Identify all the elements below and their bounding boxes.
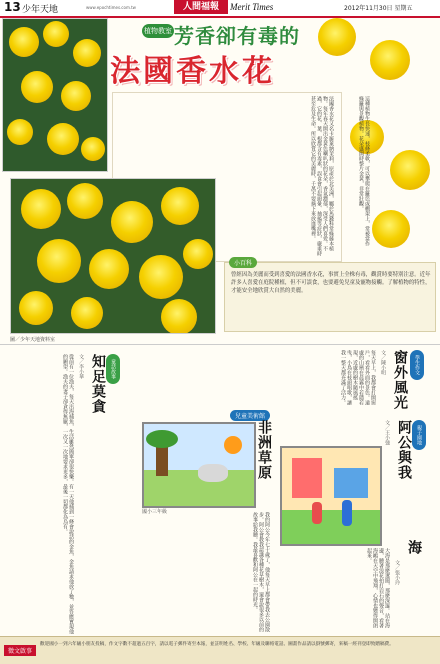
drawing-grandpa <box>280 446 382 546</box>
feature-title-line2: 法國香水花 <box>110 54 275 89</box>
drawing-title-africa: 非洲草原 <box>256 420 272 480</box>
sea-title: 海 <box>406 540 422 555</box>
sea-author: 文／張小玲 <box>394 560 400 585</box>
header-url: www.epochtimes.com.tw <box>86 5 136 10</box>
page-number: 13 <box>4 0 21 14</box>
page-footer <box>0 636 440 664</box>
essay-badge: 學生作文 <box>410 350 424 380</box>
decorative-flower <box>370 40 410 80</box>
essay-text: 每天早上，我都會打開窗戶，看看外面的景色。遠處的山巒在晨霧中若隱若現，近處的樹木隨風搖曳，小鳥在枝頭唱歌，讓我一整天都充滿了活力。 <box>340 350 376 405</box>
section-name: 少年天地 <box>22 5 59 15</box>
encyclopedia-text: 曾經因為美麗而受到喜愛的法國香水花，事實上全株有毒，觀賞時要特別注意。近年許多人喜愛在庭院種植，但不可誤食，也要避免兒童及寵物接觸。了解植物的特性，才能安全地欣賞大自然的美麗。 <box>231 272 431 294</box>
drawing-caption-africa: 國小三年級 <box>142 509 168 515</box>
feature-tag: 植物教室 <box>142 24 174 38</box>
family-badge: 親子園地 <box>412 420 426 450</box>
encyclopedia-label: 小百科 <box>229 257 257 268</box>
family-title: 阿公與我 <box>396 420 412 480</box>
family-text: 我的阿公今年七十歲了，他每天早上都會帶我去公園散步。阿公會教我認識各種花草樹木，還會說很多以前的故事給我聽。我最喜歡和阿公在一起的時光。 <box>252 512 270 632</box>
footer-tag: 徵文啟事 <box>4 645 36 656</box>
story-title: 知足莫貪 <box>90 354 106 414</box>
footer-text: 歡迎國小一到六年級小朋友投稿，作文字數不超過五百字，請以電子郵件寄至本報，並註明姓名、學校、年級及聯絡電話。圖畫作品請以掛號郵寄，來稿一經刊登即致贈稿費。 <box>40 642 394 647</box>
drawing-africa <box>142 422 256 508</box>
decorative-flower <box>372 210 410 248</box>
side-article-text: 這種植物生長快速，枝條柔軟，可以攀爬在籬笆或棚架上，常被當作綠籬與景觀植物。花朵盛開時整片金黃，非常壯觀。 <box>358 96 370 246</box>
family-author: 文／王小強 <box>384 420 390 445</box>
feature-title-line1: 芳香卻有毒的 <box>174 24 300 48</box>
issue-date: 2012年11月30日 星期五 <box>344 5 413 12</box>
story-badge: 童話故事 <box>106 354 120 384</box>
story-text: 從前有一位漁夫，每天出海捕魚，生活雖然簡單卻很快樂。有一天他捕到一條會說話的金魚，金魚請求他放了牠，並答應實現他的願望。漁夫的妻子卻貪得無厭，一次又一次地要求更多，最後一切都化為烏有。 <box>62 354 74 634</box>
photo-credit: 圖／少年天地資料室 <box>10 337 56 343</box>
flower-photo-top <box>2 18 108 172</box>
section-divider <box>0 344 440 345</box>
main-article-text: 法國香水花又名卡羅萊納茉莉，原產於北美洲，屬於馬錢科常綠藤本植物。每年春天開出金黃色喇叭狀的花朵，香氣濃郁，深受人們喜愛。不過，它的花、葉、根都含有毒素，誤食會引起頭暈、抽搐等症狀，嚴重時甚至危及生命。所以欣賞它的美麗時，千萬不要摘下來放進嘴裡。 <box>310 96 334 256</box>
flower-photo-middle <box>10 178 216 334</box>
encyclopedia-box <box>224 262 436 332</box>
page-header <box>0 0 440 18</box>
decorative-flower <box>318 18 356 56</box>
newspaper-logo-en: Merit Times <box>230 2 274 12</box>
essay-title: 窗外風光 <box>392 350 408 410</box>
essay-author: 文／陳小明 <box>380 350 386 375</box>
newspaper-logo: 人間福報 <box>174 0 228 14</box>
gallery-label: 兒童美術館 <box>230 410 270 421</box>
decorative-flower <box>390 150 430 190</box>
sea-text: 大海是那麼遼闊，那麼深邃。站在海邊，聽著浪花拍打岩石的聲音，看著海鷗在天空中飛翔，心情也變得開朗起來。 <box>366 548 390 628</box>
story-author: 文／李小華 <box>78 354 84 379</box>
